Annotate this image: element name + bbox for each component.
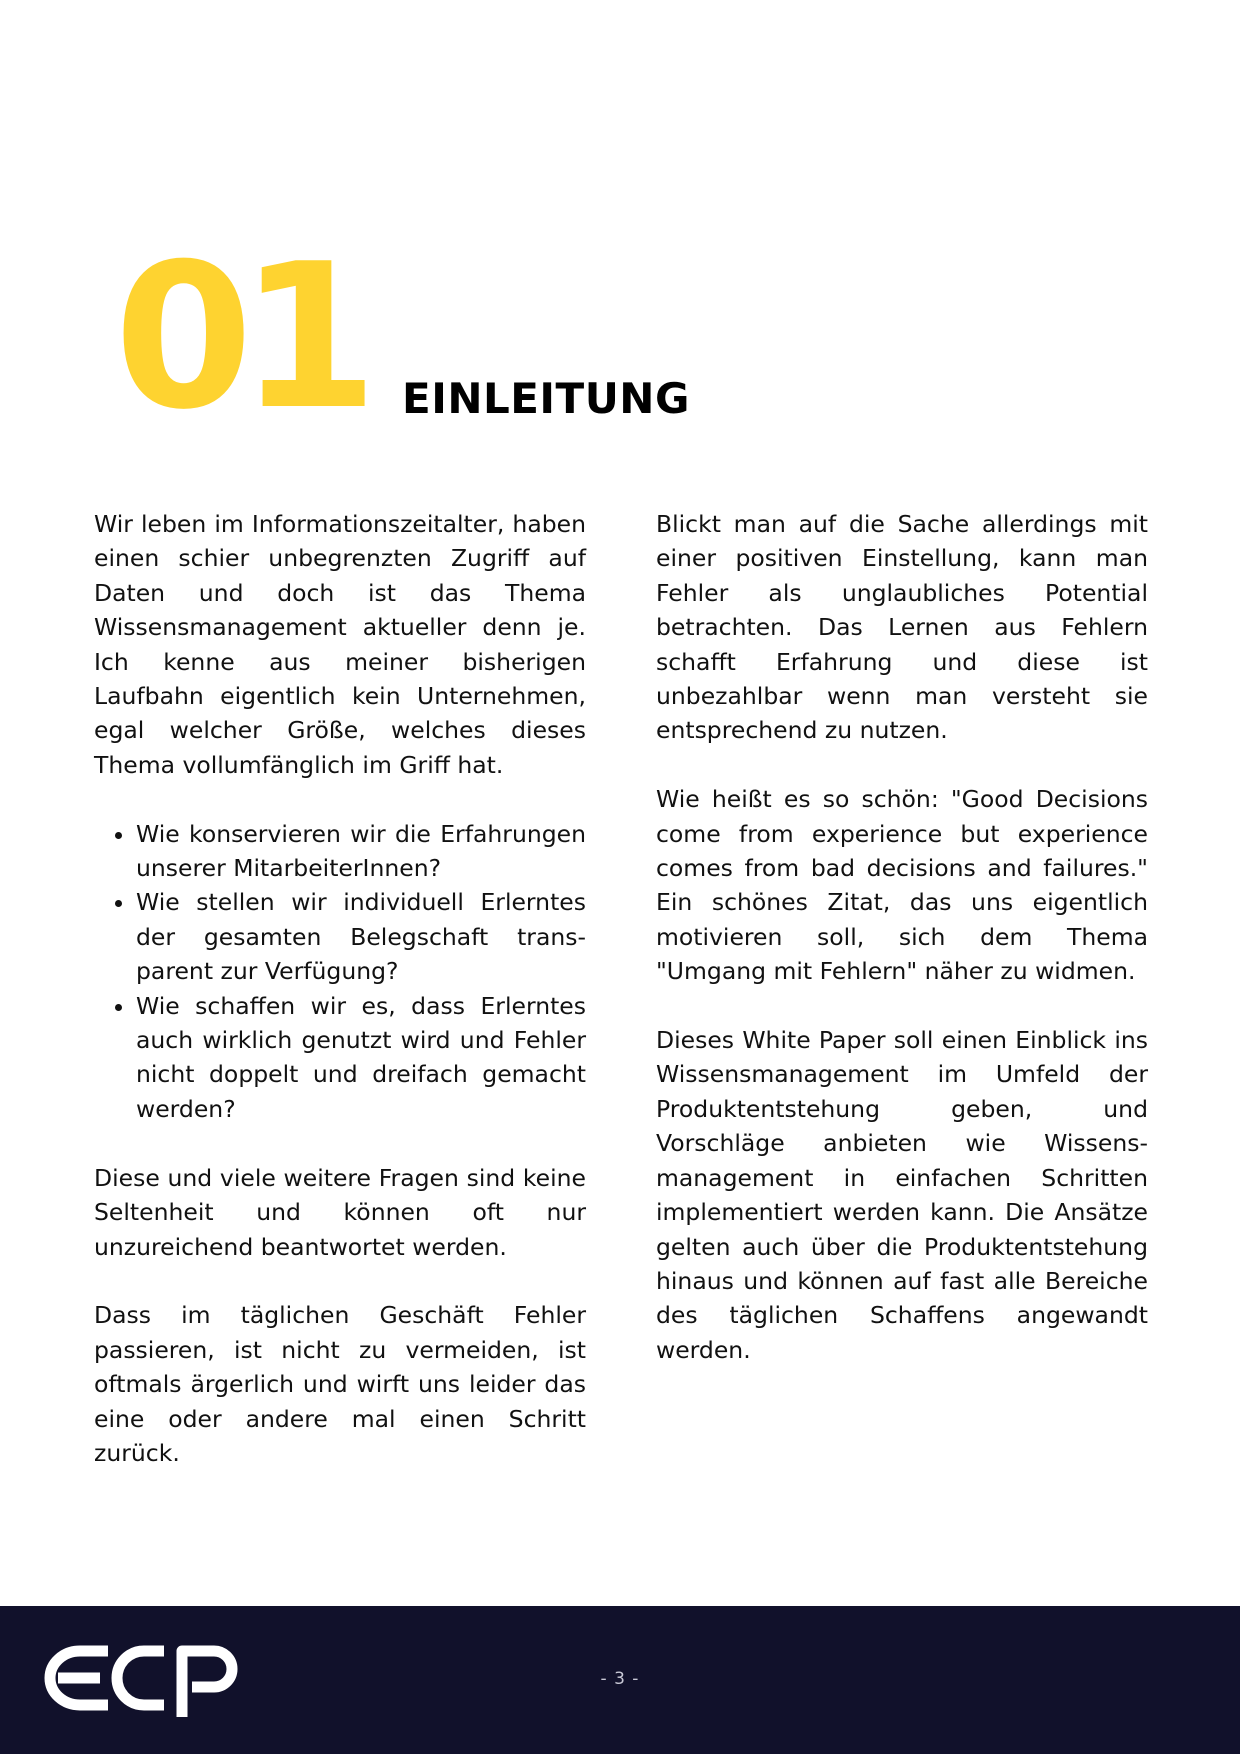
question-list <box>94 817 586 1127</box>
list-item: • Wie konservieren wir die Erfahrungen unserer MitarbeiterInnen? <box>136 817 586 886</box>
chapter-title: EINLEITUNG <box>402 374 690 423</box>
page-footer <box>0 1606 1240 1754</box>
white-paper-paragraph: Dieses White Paper soll einen Einblick ins Wissensmanagement im Umfeld der Produktentstehung geben, und Vorschläge anbieten wie Wissensmanagement in einfachen Schritten implementiert werden kann. Die Ansätze gelten auch über die Produktentstehung hinaus und können auf fast alle Bereiche des täglichen Schaffens angewandt werden. <box>656 1026 1148 1364</box>
errors-paragraph: Dass im täglichen Geschäft Fehler passieren, ist nicht zu vermeiden, ist oftmals ärgerlich und wirft uns leider das eine oder andere mal einen Schritt zurück. <box>94 1301 586 1467</box>
quote-paragraph: Wie heißt es so schön: "Good Decisions come from experience but experience comes from bad decisions and failures." Ein schönes Zitat, das uns eigentlich motivieren soll, sich dem Thema "Umgang mit Fehlern" näher zu widmen. <box>656 785 1148 986</box>
left-text-column <box>94 507 586 1505</box>
right-text-column <box>656 507 1148 1402</box>
potential-paragraph: Blickt man auf die Sache allerdings mit einer positiven Einstellung, kann man Fehler als unglaubliches Potential betrachten. Das Lernen aus Fehlern schafft Erfahrung und diese ist unbezahlbar wenn man versteht sie entsprechend zu nutzen. <box>656 510 1148 745</box>
page-number: - 3 - <box>600 1669 640 1689</box>
intro-paragraph: Wir leben im Informationszeitalter, haben einen schier unbegrenzten Zugriff auf Daten und doch ist das Thema Wissensmanagement aktueller denn je. Ich kenne aus meiner bisherigen Laufbahn eigentlich kein Unternehmen, egal welcher Größe, welches dieses Thema vollumfänglich im Griff hat. <box>94 510 586 779</box>
list-item: • Wie schaffen wir es, dass Erlerntes auch wirklich genutzt wird und Fehler nicht doppelt und dreifach gemacht werden? <box>136 989 586 1127</box>
list-item: • Wie stellen wir individuell Erlerntes der gesamten Belegschaft transparent zur Verfügung? <box>136 885 586 988</box>
chapter-number: 01 <box>114 221 365 454</box>
questions-summary-paragraph: Diese und viele weitere Fragen sind keine Seltenheit und können oft nur unzureichend beantwortet werden. <box>94 1163 586 1261</box>
